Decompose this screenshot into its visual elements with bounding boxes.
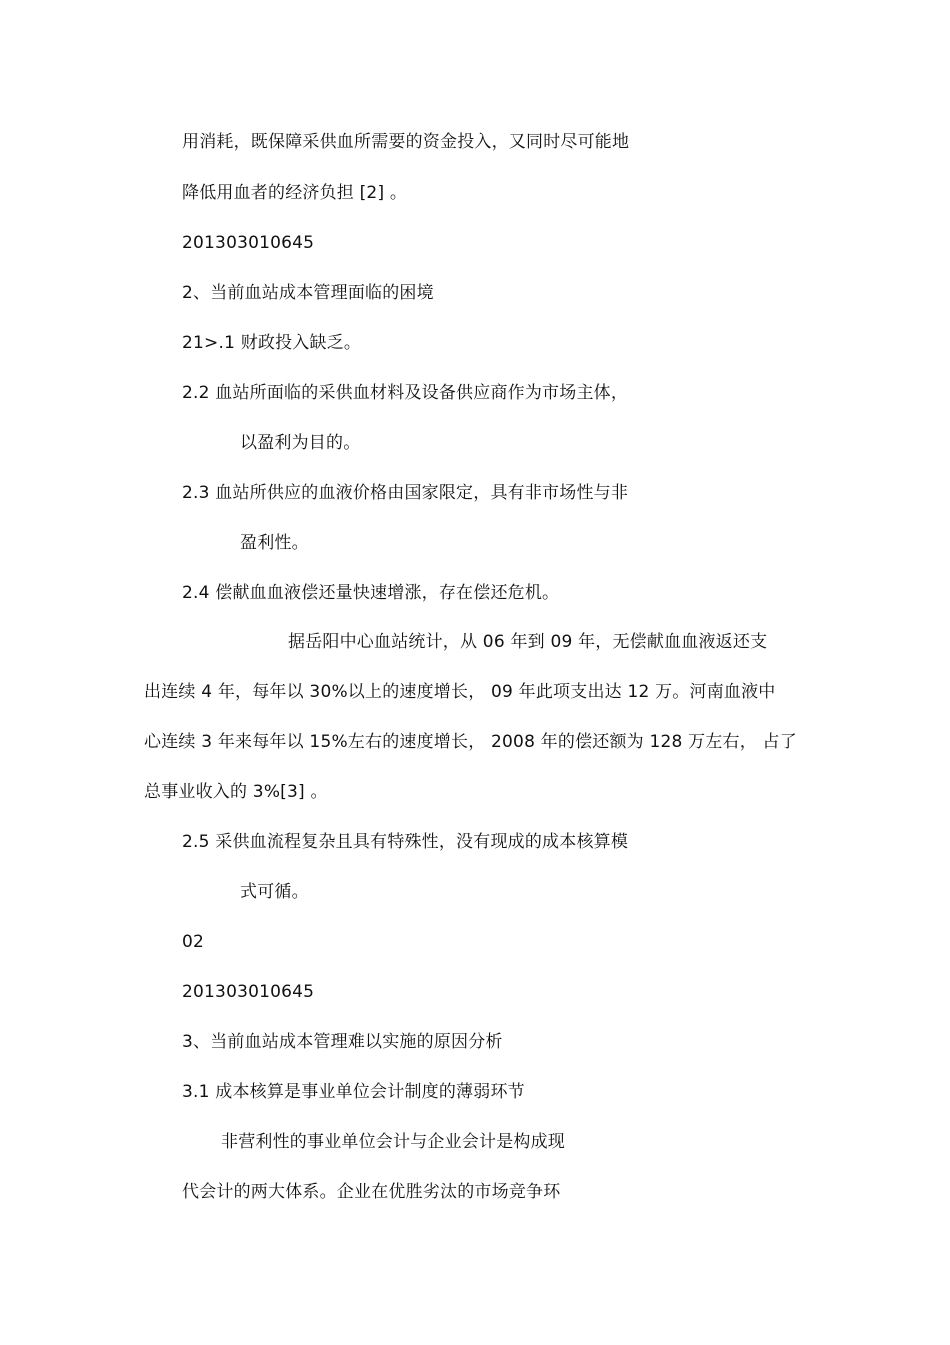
paragraph-line: 出连续 4 年，每年以 30%以上的速度增长， 09 年此项支出达 12 万。河南血液中 (144, 682, 776, 702)
subsection-item: 2.4 偿献血血液偿还量快速增涨，存在偿还危机。 (182, 583, 560, 603)
subsection-item: 2.2 血站所面临的采供血材料及设备供应商作为市场主体， (182, 383, 629, 403)
subsection-continuation: 以盈利为目的。 (240, 433, 361, 453)
subsection-item: 21>.1 财政投入缺乏。 (182, 333, 362, 353)
paragraph-line: 用消耗，既保障采供血所需要的资金投入，又同时尽可能地 (182, 132, 630, 152)
paragraph-line: 非营利性的事业单位会计与企业会计是构成现 (221, 1132, 565, 1152)
section-heading: 3、当前血站成本管理难以实施的原因分析 (182, 1032, 503, 1052)
section-heading: 2、当前血站成本管理面临的困境 (182, 283, 434, 303)
paragraph-line: 心连续 3 年来每年以 15%左右的速度增长， 2008 年的偿还额为 128 万左右， 占了 (144, 732, 797, 752)
paragraph-line: 总事业收入的 3%[3] 。 (144, 782, 328, 802)
subsection-item: 2.3 血站所供应的血液价格由国家限定，具有非市场性与非 (182, 483, 629, 503)
paragraph-line: 代会计的两大体系。企业在优胜劣汰的市场竞争环 (182, 1182, 561, 1202)
subsection-item: 2.5 采供血流程复杂且具有特殊性，没有现成的成本核算模 (182, 832, 629, 852)
subsection-heading: 3.1 成本核算是事业单位会计制度的薄弱环节 (182, 1082, 525, 1102)
subsection-continuation: 盈利性。 (240, 533, 309, 553)
paragraph-line: 降低用血者的经济负担 [2] 。 (182, 183, 408, 203)
document-code: 201303010645 (182, 233, 315, 253)
page-number: 02 (182, 932, 205, 952)
document-code: 201303010645 (182, 982, 315, 1002)
paragraph-line: 据岳阳中心血站统计，从 06 年到 09 年，无偿献血血液返还支 (288, 632, 768, 652)
subsection-continuation: 式可循。 (240, 882, 309, 902)
